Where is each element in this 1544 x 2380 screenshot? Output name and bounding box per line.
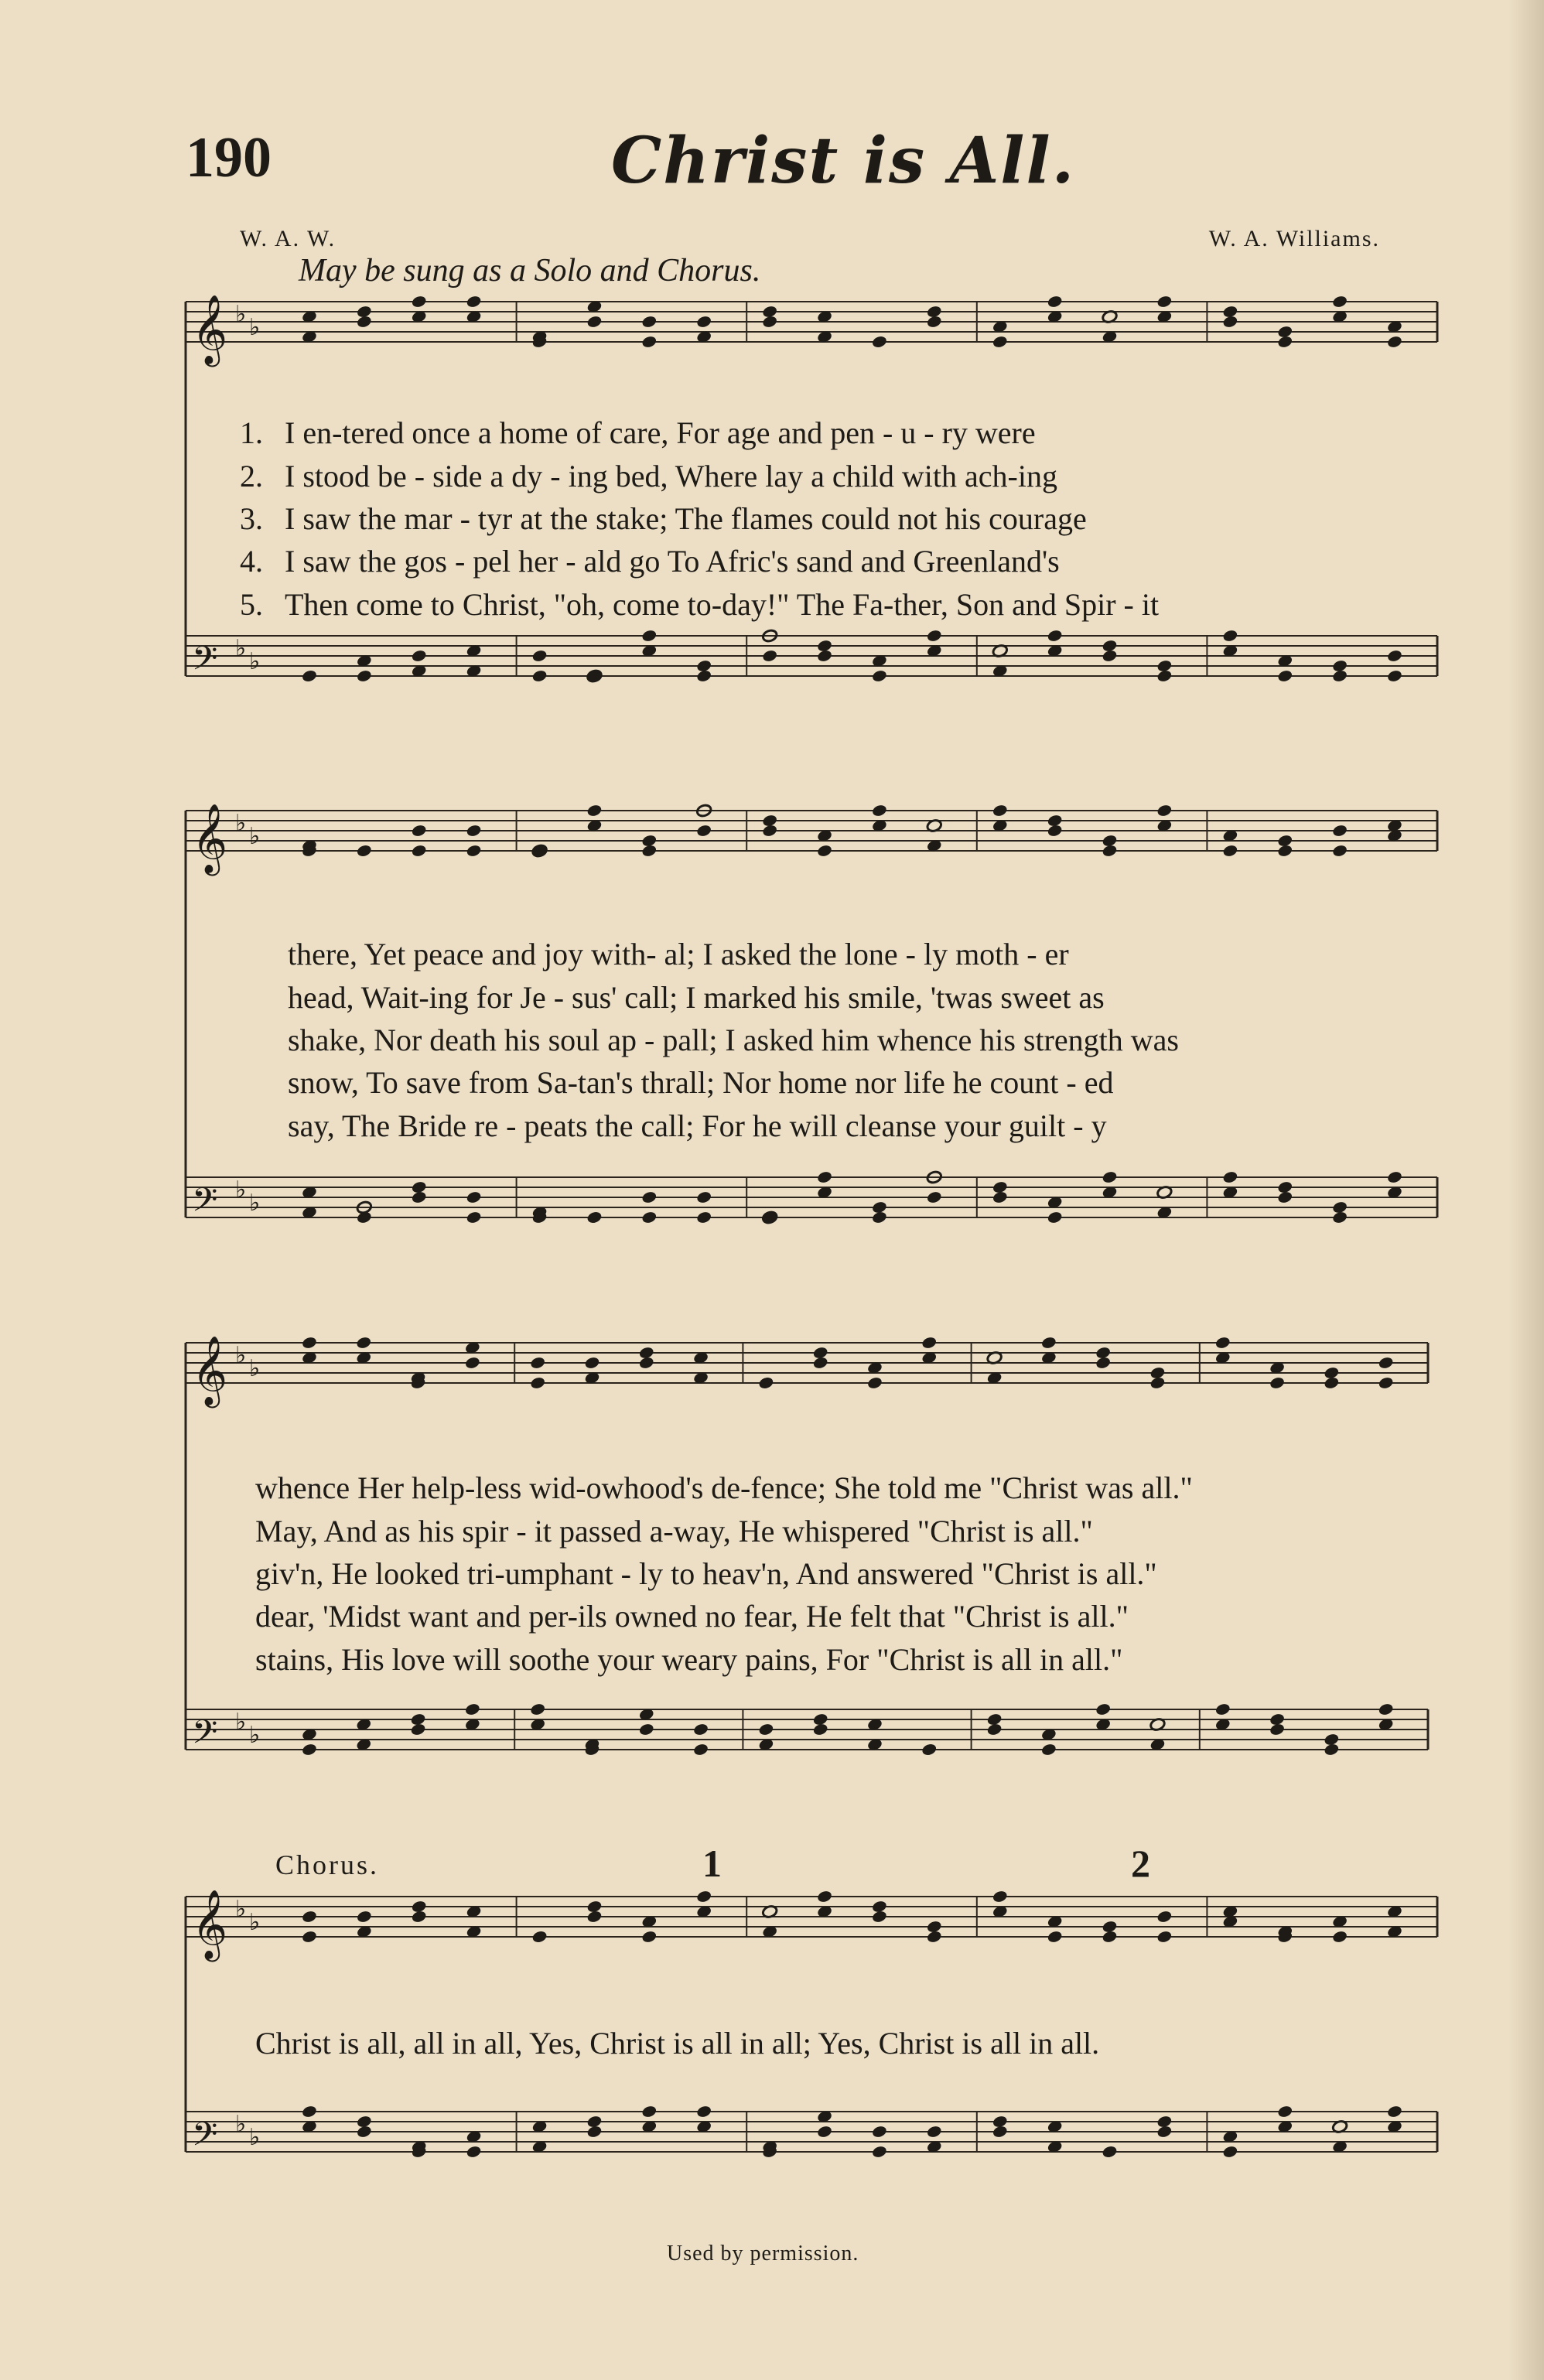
svg-text:♭: ♭ <box>249 2124 261 2151</box>
hymn-number: 190 <box>186 126 272 190</box>
svg-text:♭: ♭ <box>249 314 261 341</box>
lyric-line: whence Her help-less wid-owhood's de-fence; She told me "Christ was all." <box>255 1470 1193 1505</box>
verse-number: 4. <box>240 544 263 579</box>
lyric-line: say, The Bride re - peats the call; For he will cleanse your guilt - y <box>288 1108 1107 1143</box>
svg-text:𝄢: 𝄢 <box>192 640 218 686</box>
svg-text:𝄞: 𝄞 <box>192 804 228 873</box>
svg-text:♭: ♭ <box>235 1709 247 1736</box>
lyric-line: head, Wait-ing for Je - sus' call; I marked his smile, 'twas sweet as <box>288 980 1105 1015</box>
lyric-line: I saw the gos - pel her - ald go To Afric's sand and Greenland's <box>285 544 1060 579</box>
lyric-line: there, Yet peace and joy with- al; I asked the lone - ly moth - er <box>288 937 1069 971</box>
svg-text:♭: ♭ <box>249 823 261 850</box>
lyric-line: May, And as his spir - it passed a-way, He whispered "Christ is all." <box>255 1514 1093 1549</box>
svg-text:𝄢: 𝄢 <box>192 1713 218 1760</box>
svg-text:♭: ♭ <box>249 1190 261 1217</box>
words-credit: W. A. W. <box>240 226 336 251</box>
lyric-line: stains, His love will soothe your weary pains, For "Christ is all in all." <box>255 1642 1123 1677</box>
svg-text:♭: ♭ <box>249 1355 261 1382</box>
permission-note: Used by permission. <box>667 2242 859 2266</box>
svg-text:𝄞: 𝄞 <box>192 295 228 364</box>
chorus-label: Chorus. <box>275 1849 380 1880</box>
lyric-line: dear, 'Midst want and per-ils owned no fear, He felt that "Christ is all." <box>255 1599 1129 1634</box>
verse-number: 1. <box>240 415 263 450</box>
lyric-line: I stood be - side a dy - ing bed, Where lay a child with ach-ing <box>285 459 1057 493</box>
svg-text:♭: ♭ <box>235 1896 247 1923</box>
lyric-line: I saw the mar - tyr at the stake; The flames could not his courage <box>285 501 1087 536</box>
svg-text:♭: ♭ <box>249 648 261 675</box>
svg-text:𝄢: 𝄢 <box>192 2115 218 2162</box>
svg-text:𝄞: 𝄞 <box>192 1890 228 1959</box>
lyric-line: I en-tered once a home of care, For age and pen - u - ry were <box>285 415 1036 450</box>
lyric-line: snow, To save from Sa-tan's thrall; Nor home nor life he count - ed <box>288 1065 1114 1100</box>
verse-number: 2. <box>240 459 263 493</box>
svg-text:♭: ♭ <box>235 2111 247 2138</box>
verse-number: 5. <box>240 587 263 622</box>
svg-text:♭: ♭ <box>235 301 247 328</box>
first-ending-number: 1 <box>702 1842 722 1885</box>
svg-text:𝄞: 𝄞 <box>192 1336 228 1405</box>
svg-text:♭: ♭ <box>235 1176 247 1204</box>
music-credit: W. A. Williams. <box>1208 226 1380 251</box>
lyric-line: shake, Nor death his soul ap - pall; I asked him whence his strength was <box>288 1023 1179 1057</box>
performance-note: May be sung as a Solo and Chorus. <box>299 253 761 289</box>
verse-number: 3. <box>240 501 263 536</box>
svg-text:♭: ♭ <box>249 1722 261 1749</box>
svg-text:♭: ♭ <box>235 810 247 837</box>
svg-text:𝄢: 𝄢 <box>192 1181 218 1228</box>
hymn-title: Christ is All. <box>611 124 1076 198</box>
svg-text:♭: ♭ <box>235 1342 247 1369</box>
svg-text:♭: ♭ <box>249 1909 261 1936</box>
lyric-line: Then come to Christ, "oh, come to-day!" The Fa-ther, Son and Spir - it <box>285 587 1160 622</box>
lyric-line: giv'n, He looked tri-umphant - ly to heav'n, And answered "Christ is all." <box>255 1556 1157 1591</box>
second-ending-number: 2 <box>1131 1842 1150 1885</box>
svg-text:♭: ♭ <box>235 635 247 662</box>
chorus-lyrics: Christ is all, all in all, Yes, Christ is all in all; Yes, Christ is all in all. <box>255 2026 1100 2061</box>
